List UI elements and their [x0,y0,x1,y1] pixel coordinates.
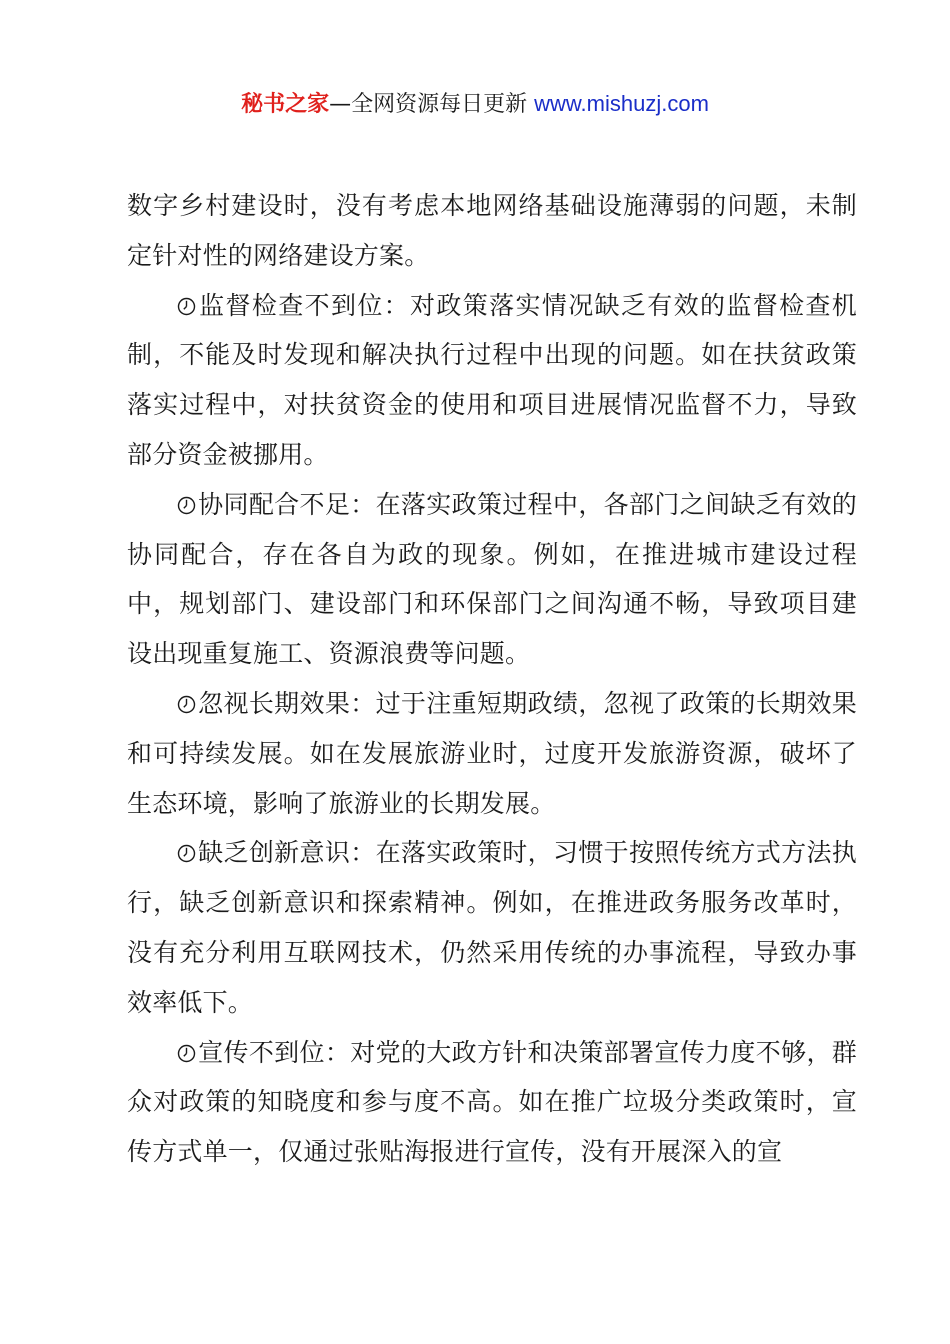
clock-bullet-icon [177,844,196,863]
paragraph [127,828,857,1027]
paragraph [127,181,857,281]
paragraph-text: 忽视长期效果：过于注重短期政绩，忽视了政策的长期效果和可持续发展。如在发展旅游业时，过度开发旅游资源，破坏了生态环境，影响了旅游业的长期发展。 [127,688,857,818]
page-header [0,88,950,121]
paragraph [127,480,857,679]
paragraph [127,679,857,828]
clock-bullet-icon [177,496,196,515]
paragraph-text: 协同配合不足：在落实政策过程中，各部门之间缺乏有效的协同配合，存在各自为政的现象。例如，在推进城市建设过程中，规划部门、建设部门和环保部门之间沟通不畅，导致项目建设出现重复施工、资源浪费等问题。 [127,489,857,669]
header-url[interactable]: www.mishuzj.com [534,91,709,116]
clock-bullet-icon [177,1044,196,1063]
document-body [127,181,857,1177]
paragraph [127,1028,857,1177]
brand-name: 秘书之家 [241,92,330,117]
clock-bullet-icon [177,695,196,714]
clock-bullet-icon [177,297,196,316]
paragraph-text: 缺乏创新意识：在落实政策时，习惯于按照传统方式方法执行，缺乏创新意识和探索精神。例如，在推进政务服务改革时，没有充分利用互联网技术，仍然采用传统的办事流程，导致办事效率低下。 [127,838,857,1017]
paragraph-text: 数字乡村建设时，没有考虑本地网络基础设施薄弱的问题，未制定针对性的网络建设方案。 [127,191,857,270]
paragraph [127,281,857,480]
paragraph-text: 监督检查不到位：对政策落实情况缺乏有效的监督检查机制，不能及时发现和解决执行过程中出现的问题。如在扶贫政策落实过程中，对扶贫资金的使用和项目进展情况监督不力，导致部分资金被挪用。 [127,290,857,469]
header-tagline: —全网资源每日更新 [329,92,535,117]
paragraph-text: 宣传不到位：对党的大政方针和决策部署宣传力度不够，群众对政策的知晓度和参与度不高。如在推广垃圾分类政策时，宣传方式单一，仅通过张贴海报进行宣传，没有开展深入的宣 [127,1037,857,1167]
